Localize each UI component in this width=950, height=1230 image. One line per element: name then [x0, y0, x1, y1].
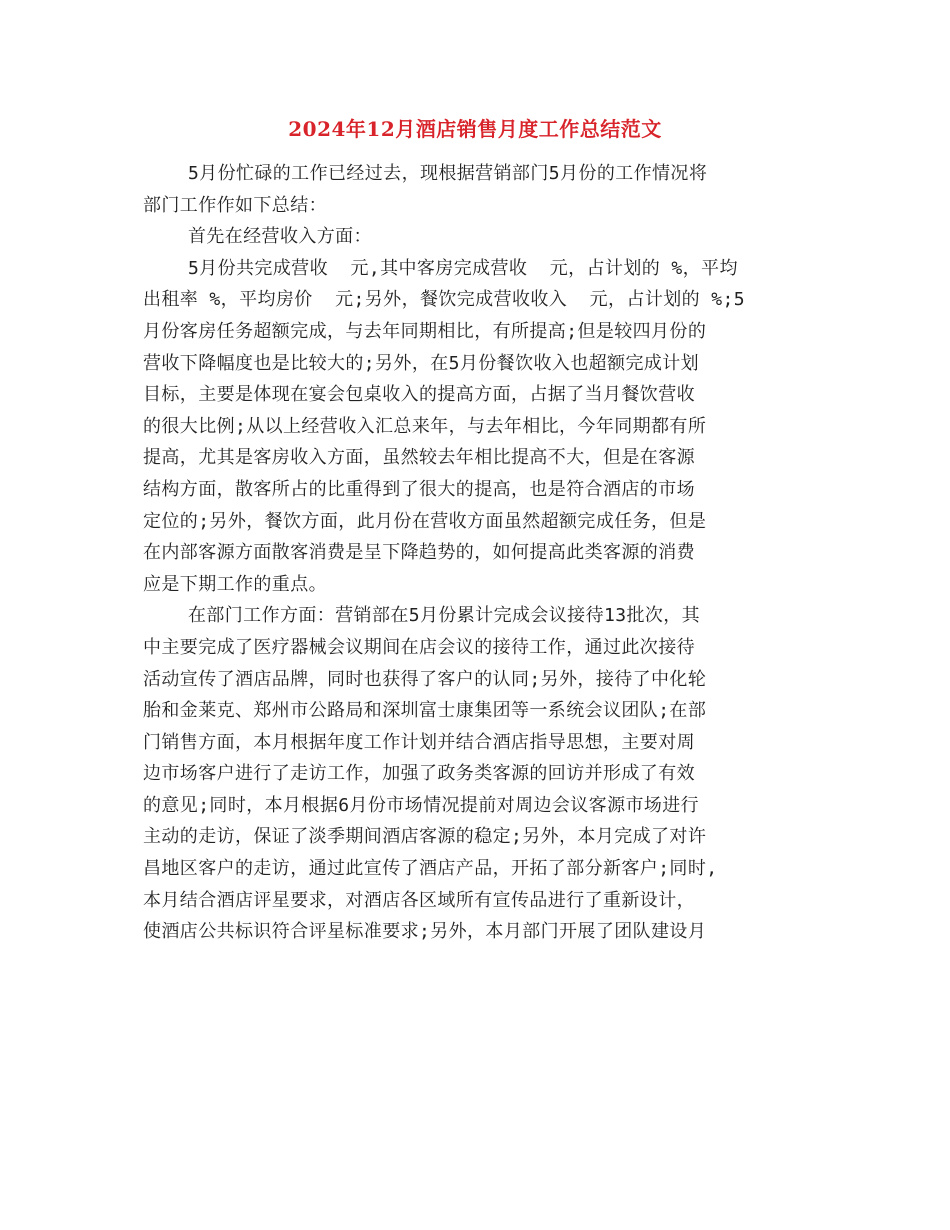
text-line: 使酒店公共标识符合评星标准要求;另外，本月部门开展了团队建设月 — [143, 921, 707, 943]
text-line: 主动的走访，保证了淡季期间酒店客源的稳定;另外，本月完成了对许 — [143, 826, 707, 848]
text-line: 5月份忙碌的工作已经过去，现根据营销部门5月份的工作情况将 — [143, 163, 708, 184]
text-line: 昌地区客户的走访，通过此宣传了酒店产品，开拓了部分新客户;同时, — [143, 858, 718, 880]
text-line: 本月结合酒店评星要求，对酒店各区域所有宣传品进行了重新设计， — [143, 889, 695, 911]
text-line: 定位的;另外，餐饮方面，此月份在营收方面虽然超额完成任务，但是 — [143, 510, 707, 532]
document-body — [143, 158, 808, 948]
text-line: 门销售方面，本月根据年度工作计划并结合酒店指导思想，主要对周 — [143, 731, 695, 753]
document-title: 2024年12月酒店销售月度工作总结范文 — [288, 117, 662, 141]
text-line: 部门工作作如下总结： — [143, 194, 327, 216]
text-line: 在部门工作方面：营销部在5月份累计完成会议接待13批次，其 — [143, 605, 701, 627]
text-line: 结构方面，散客所占的比重得到了很大的提高，也是符合酒店的市场 — [143, 478, 695, 500]
text-line: 首先在经营收入方面： — [143, 226, 372, 248]
text-line: 的意见;同时，本月根据6月份市场情况提前对周边会议客源市场进行 — [143, 794, 700, 816]
text-line: 的很大比例;从以上经营收入汇总来年，与去年相比，今年同期都有所 — [143, 415, 707, 437]
text-line: 应是下期工作的重点。 — [143, 573, 327, 595]
text-line: 月份客房任务超额完成，与去年同期相比，有所提高;但是较四月份的 — [143, 320, 707, 342]
text-line: 在内部客源方面散客消费是呈下降趋势的，如何提高此类客源的消费 — [143, 542, 695, 564]
text-line: 目标，主要是体现在宴会包桌收入的提高方面，占据了当月餐饮营收 — [143, 384, 695, 406]
text-line: 胎和金莱克、郑州市公路局和深圳富士康集团等一系统会议团队;在部 — [143, 700, 707, 722]
text-line: 出租率 %，平均房价 元;另外，餐饮完成营收收入 元，占计划的 %;5 — [143, 289, 746, 311]
text-line: 中主要完成了医疗器械会议期间在店会议的接待工作，通过此次接待 — [143, 636, 695, 658]
text-line: 5月份共完成营收 元,其中客房完成营收 元，占计划的 %，平均 — [143, 257, 738, 279]
text-line: 边市场客户进行了走访工作，加强了政务类客源的回访并形成了有效 — [143, 763, 695, 785]
text-line: 活动宣传了酒店品牌，同时也获得了客户的认同;另外，接待了中化轮 — [143, 668, 707, 690]
text-line: 提高，尤其是客房收入方面，虽然较去年相比提高不大，但是在客源 — [143, 447, 695, 469]
text-line: 营收下降幅度也是比较大的;另外，在5月份餐饮收入也超额完成计划 — [143, 352, 700, 374]
